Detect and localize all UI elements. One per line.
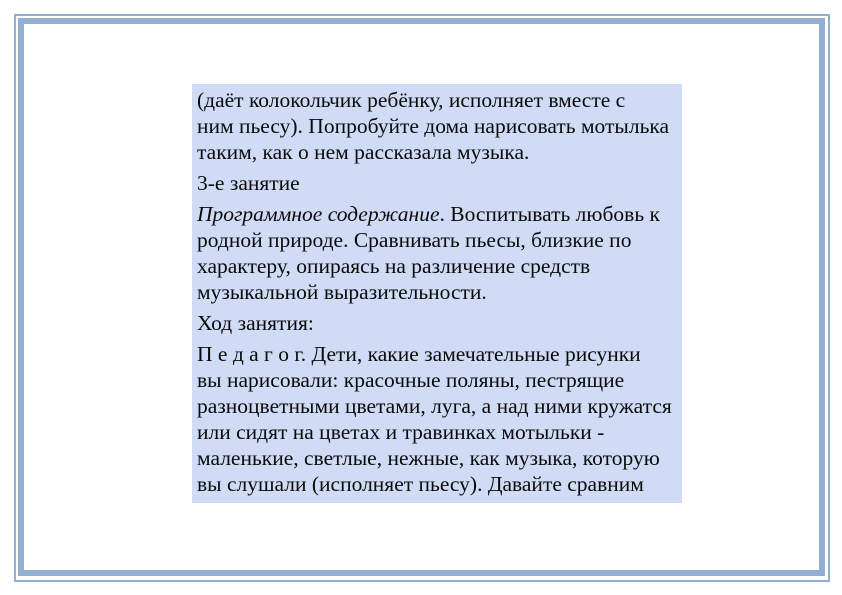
text-line (197, 227, 678, 253)
text-line (197, 170, 678, 196)
text-run: маленькие, светлые, нежные, как музыка, которую (197, 446, 660, 470)
text-run: родной природе. Сравнивать пьесы, близкие по (197, 228, 632, 252)
text-run: вы нарисовали: красочные поляны, пестрящие (197, 368, 625, 392)
paragraph-lesson-number (197, 170, 678, 196)
paragraph-teacher-speech (197, 341, 678, 497)
text-run: таким, как о нем рассказала музыка. (197, 140, 530, 164)
text-line (197, 201, 678, 227)
text-run: 3-е занятие (197, 171, 300, 195)
lesson-text-box (192, 84, 682, 503)
text-line (197, 253, 678, 279)
text-line (197, 367, 678, 393)
text-line (197, 419, 678, 445)
paragraph-continuation (197, 87, 678, 165)
text-line (197, 445, 678, 471)
text-run: ним пьесу). Попробуйте дома нарисовать мотылька (197, 114, 670, 138)
text-line (197, 393, 678, 419)
text-run: (даёт колокольчик ребёнку, исполняет вместе с (197, 88, 626, 112)
text-line (197, 279, 678, 305)
text-run: разноцветными цветами, луга, а над ними кружатся (197, 394, 672, 418)
text-line (197, 310, 678, 336)
text-run: музыкальной выразительности. (197, 280, 487, 304)
text-line (197, 113, 678, 139)
text-run: вы слушали (исполняет пьесу). Давайте сравним (197, 472, 644, 496)
text-line (197, 87, 678, 113)
text-line (197, 471, 678, 497)
text-run: или сидят на цветах и травинках мотыльки - (197, 420, 605, 444)
text-run: . Воспитывать любовь к (439, 202, 660, 226)
text-run: П е д а г о г. Дети, какие замечательные рисунки (197, 342, 641, 366)
paragraph-lesson-course (197, 310, 678, 336)
text-run: Ход занятия: (197, 311, 314, 335)
paragraph-program-content (197, 201, 678, 305)
text-run-italic: Программное содержание (197, 202, 440, 226)
text-line (197, 341, 678, 367)
text-run: характеру, опираясь на различение средств (197, 254, 591, 278)
text-line (197, 139, 678, 165)
